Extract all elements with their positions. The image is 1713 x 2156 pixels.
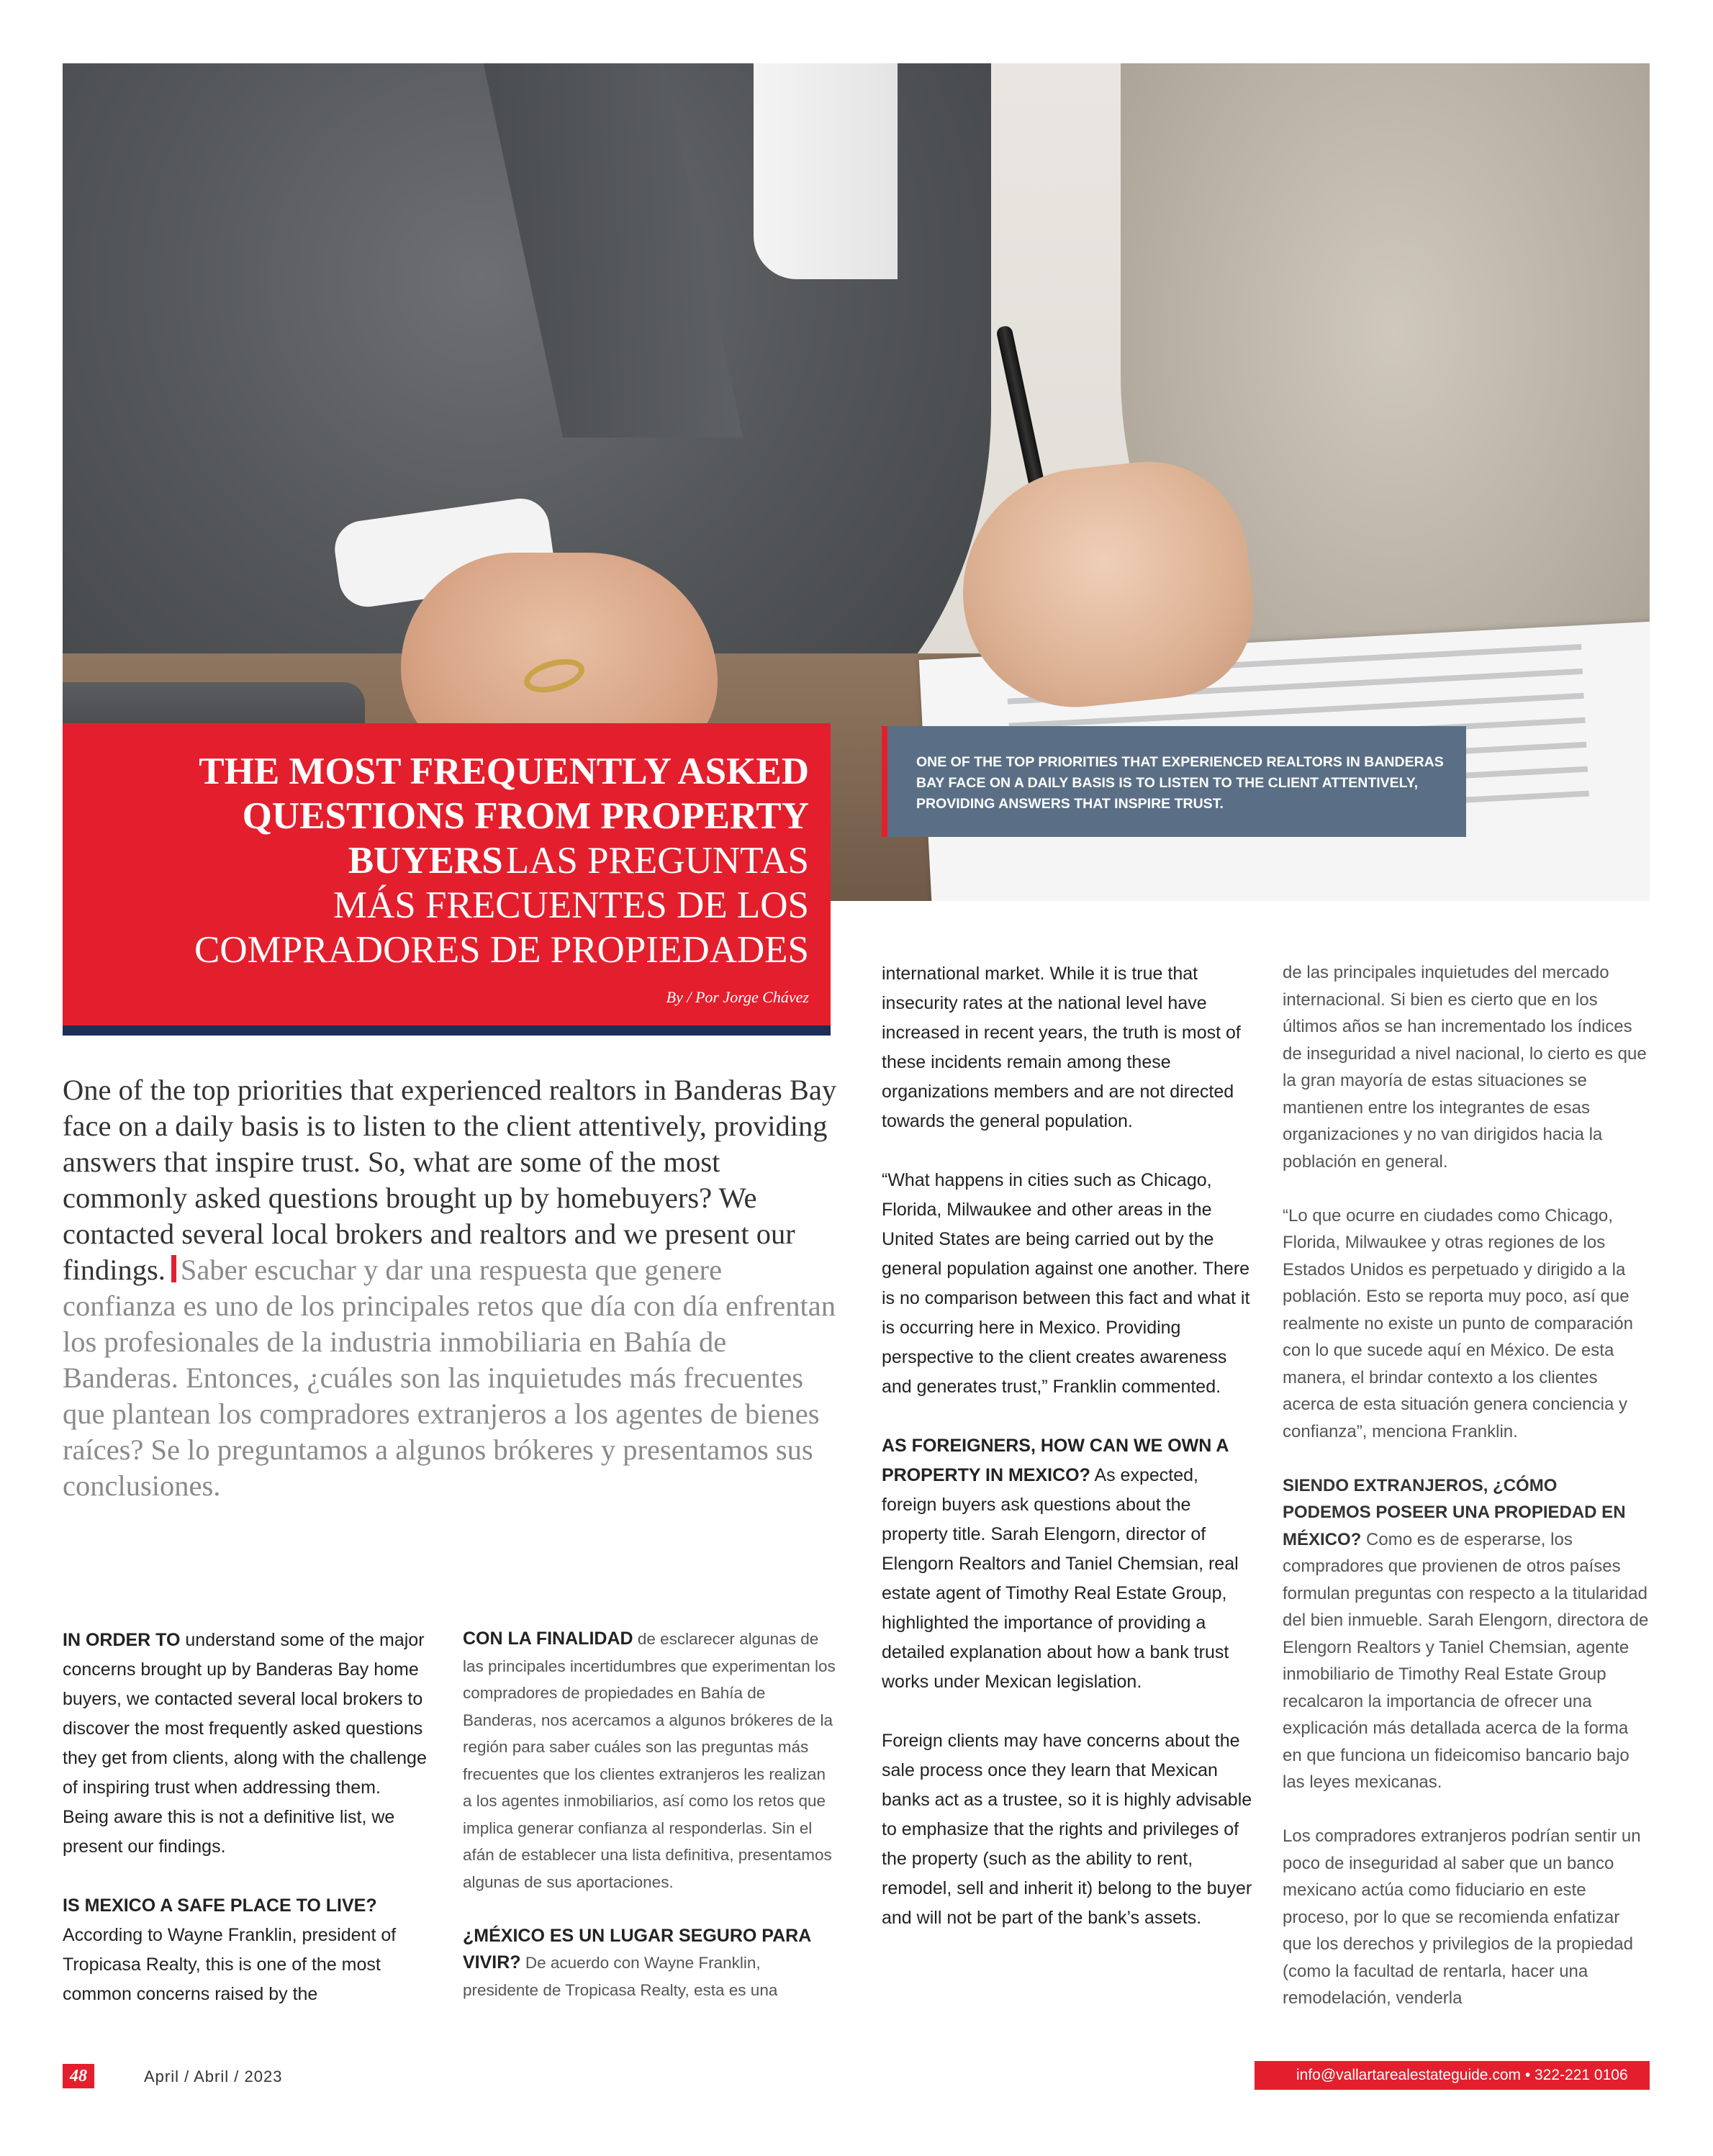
title-es-line5: COMPRADORES DE PROPIEDADES [194, 929, 809, 971]
intro-en: One of the top priorities that experienced realtors in Banderas Bay face on a daily basis is to listen to the client attentively, providing answers that inspire trust. So, what are some of the most commonly asked questions brought up by homebuyers? We contacted several local brokers and realtors and we present our findings. [63, 1074, 837, 1286]
byline: By / Por Jorge Chávez [666, 988, 809, 1006]
column-3 [882, 959, 1256, 1962]
language-divider [171, 1255, 176, 1282]
paragraph: de esclarecer algunas de las principales incertidumbres que experimentan los compradores de propiedades en Bahía de Banderas, nos acercamos a algunos brókeres de la región para saber cuáles son las preguntas más frecuentes que los clientes extranjeros les realizan a los agentes inmobiliarios, así como los retos que implica generar confianza al responderlas. Sin el afán de establecer una lista definitiva, presentamos algunas de sus aportaciones. [463, 1630, 836, 1891]
paragraph: As expected, foreign buyers ask questions about the property title. Sarah Elengorn, director of Elengorn Realtors and Taniel Chemsian, real estate agent of Timothy Real Estate Group, highlighted the importance of providing a detailed explanation about how a bank trust works under Mexican legislation. [882, 1465, 1239, 1692]
paragraph: Los compradores extranjeros podrían sentir un poco de inseguridad al saber que un banco mexicano actúa como fiduciario en este proceso, por lo que se recomienda enfatizar que los derechos y privilegios de la propiedad (como la facultad de rentarla, hacer una remodelación, venderla [1283, 1826, 1641, 2008]
intro-es: Saber escuchar y dar una respuesta que genere confianza es uno de los principales retos que día con día enfrentan los profesionales de la industria inmobiliaria en Bahía de Banderas. Entonces, ¿cuáles son las inquietudes más frecuentes que plantean los compradores extranjeros a los agentes de bienes raíces? Se lo preguntamos a algunos brókeres y presentamos sus conclusiones. [63, 1254, 836, 1502]
photo-caption: ONE OF THE TOP PRIORITIES THAT EXPERIENCED REALTORS IN BANDERAS BAY FACE ON A DAILY BASIS IS TO LISTEN TO THE CLIENT ATTENTIVELY, PROVIDING ANSWERS THAT INSPIRE TRUST. [882, 726, 1466, 837]
column-2 [463, 1626, 837, 2031]
intro-paragraph [63, 1072, 840, 1504]
column-4 [1283, 959, 1650, 2039]
title-es-line4: MÁS FRECUENTES DE LOS [333, 884, 809, 926]
title-en-line2: QUESTIONS FROM PROPERTY [242, 795, 809, 837]
lead-in: IN ORDER TO [63, 1630, 181, 1650]
page-number: 48 [63, 2064, 94, 2088]
contact-info[interactable]: info@vallartarealestateguide.com • 322-221 0106 [1255, 2061, 1650, 2090]
paragraph: De acuerdo con Wayne Franklin, presidente de Tropicasa Realty, esta es una [463, 1954, 778, 1999]
paragraph: “What happens in cities such as Chicago, Florida, Milwaukee and other areas in the United States are being carried out by the general population against one another. There is no comparison between this fact and what it is occurring here in Mexico. Providing perspective to the client creates awareness and generates trust,” Franklin commented. [882, 1170, 1250, 1397]
article-title [63, 723, 831, 1025]
subheading: SIENDO EXTRANJEROS, ¿CÓMO PODEMOS POSEER UNA PROPIEDAD EN MÉXICO? [1283, 1475, 1626, 1549]
paragraph: “Lo que ocurre en ciudades como Chicago, Florida, Milwaukee y otras regiones de los Estados Unidos es perpetuado y dirigido a la población. Esto se reporta muy poco, así que realmente no existe un punto de comparación con lo que sucede aquí en México. De esta manera, el brindar contexto a los clientes acerca de esta situación genera conciencia y confianza”, menciona Franklin. [1283, 1205, 1633, 1441]
subheading: ¿MÉXICO ES UN LUGAR SEGURO PARA VIVIR? [463, 1925, 811, 1972]
paragraph: Foreign clients may have concerns about the sale process once they learn that Mexican banks act as a trustee, so it is highly advisable to emphasize that the rights and privileges of the property (such as the ability to rent, remodel, sell and inherit it) belong to the buyer and will not be part of the bank’s assets. [882, 1731, 1252, 1928]
subheading: AS FOREIGNERS, HOW CAN WE OWN A PROPERTY IN MEXICO? [882, 1436, 1229, 1485]
title-es-line3: LAS PREGUNTAS [505, 840, 809, 882]
title-underline [63, 1025, 831, 1036]
title-en-line3: BUYERS [348, 840, 503, 882]
paragraph: understand some of the major concerns brought up by Banderas Bay home buyers, we contacted several local brokers to discover the most frequently asked questions they get from clients, along with the challenge of inspiring trust when addressing them. Being aware this is not a definitive list, we present our findings. [63, 1630, 427, 1857]
subheading: IS MEXICO A SAFE PLACE TO LIVE? [63, 1895, 377, 1916]
paragraph: Como es de esperarse, los compradores que provienen de otros países formulan preguntas con respecto a la titularidad del bien inmueble. Sarah Elengorn, directora de Elengorn Realtors y Taniel Chemsian, agente inmobiliario de Timothy Real Estate Group recalcaron la importancia de ofrecer una explicación más detallada acerca de la forma en que funciona un fideicomiso bancario bajo las leyes mexicanas. [1283, 1529, 1649, 1792]
paragraph: According to Wayne Franklin, president of Tropicasa Realty, this is one of the most common concerns raised by the [63, 1925, 397, 2004]
lead-in: CON LA FINALIDAD [463, 1629, 633, 1649]
paragraph: international market. While it is true that insecurity rates at the national level have increased in recent years, the truth is most of these incidents remain among these organizations members and are not directed towards the general population. [882, 964, 1241, 1131]
paragraph: de las principales inquietudes del mercado internacional. Si bien es cierto que en los últimos años se han incrementado los índices de inseguridad a nivel nacional, lo cierto es que la gran mayoría de estas situaciones se mantienen entre los integrantes de esas organizaciones y no van dirigidos hacia la población en general. [1283, 963, 1647, 1172]
title-en-line1: THE MOST FREQUENTLY ASKED [199, 751, 809, 792]
issue-date: April / Abril / 2023 [144, 2067, 283, 2085]
column-1 [63, 1626, 430, 2039]
